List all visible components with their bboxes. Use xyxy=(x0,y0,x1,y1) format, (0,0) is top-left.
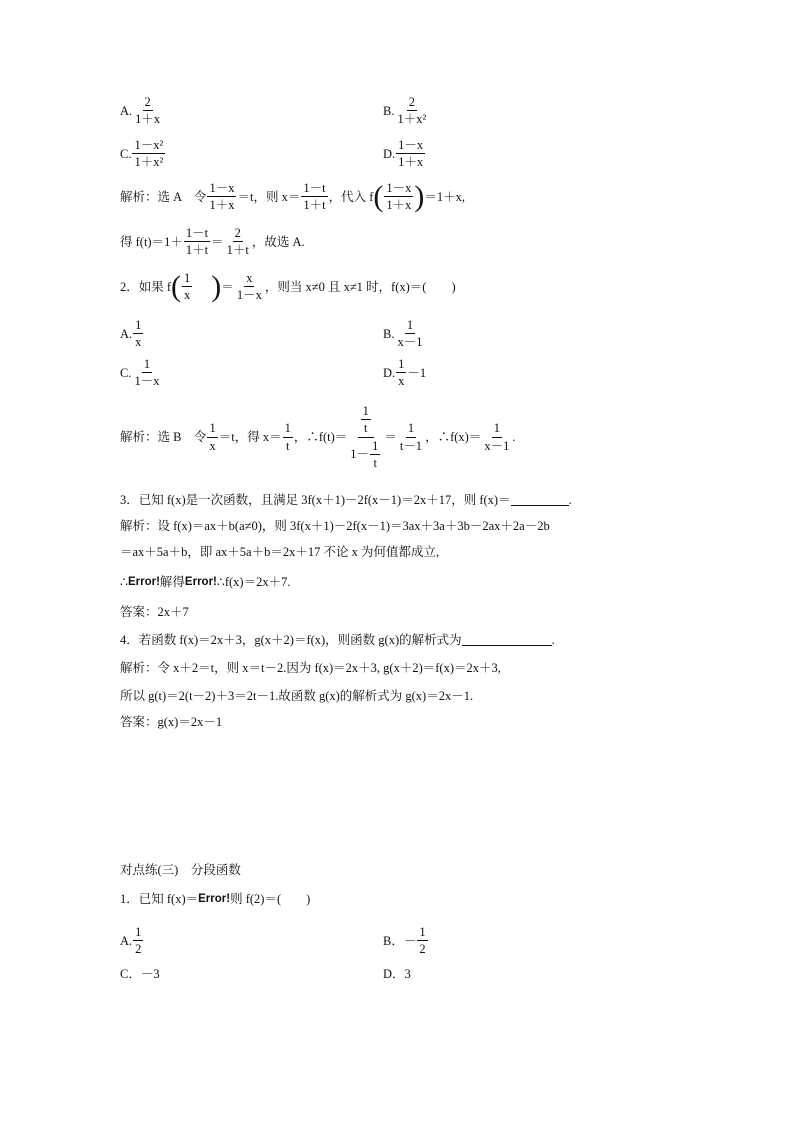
s3-q1-option-c: C．－3 xyxy=(120,967,160,981)
fraction: $\frac{1-t}{1+t}$ xyxy=(303,181,326,213)
fraction: $\frac{1-x}{1+x}$ xyxy=(209,181,235,213)
right-paren: ) xyxy=(414,179,425,213)
answer-blank xyxy=(511,494,569,506)
s3-q1-option-b: B．－ $\frac{1}{2}$ xyxy=(383,925,426,957)
fraction: $\frac{1}{x-1}$ xyxy=(484,421,510,453)
fraction: $\frac{1}{2}$ xyxy=(419,925,426,957)
fraction: $\frac{1}{t-1}$ xyxy=(399,421,423,453)
s3-q1-option-d: D．3 xyxy=(383,967,411,981)
fraction: $\frac{1}{t}$ xyxy=(362,404,369,436)
q1-option-d: D. $\frac{1-x}{1+x}$ xyxy=(383,138,424,170)
q1-option-b: B. $\frac{2}{\text{1＋x²}}$ xyxy=(383,95,427,127)
q2-option-b: B. $\frac{1}{x-1}$ xyxy=(383,318,423,350)
fraction: $\frac{1}{x}$ xyxy=(135,318,142,350)
q4-question: 4．若函数 f(x)＝2x＋3，g(x＋2)＝f(x)，则函数 g(x)的解析式为 . xyxy=(120,633,555,647)
q2-solution: 解析：选 B 令 $\frac{1}{x}$ ＝t，得 x＝ $\frac{1}{t}$ ，∴f(t)＝ $\frac{1}{t}$ 1－ $\frac{1}{t}$ ＝ $\frac{1}{t-1}$ ，∴f(x)＝ $\frac{1}{x-1}$ . xyxy=(120,404,516,471)
q2-option-a: A. $\frac{1}{x}$ xyxy=(120,318,142,350)
fraction: $\frac{x}{1-x}$ xyxy=(236,271,262,303)
q1-option-a: A. $\frac{2}{1+x}$ xyxy=(120,95,161,127)
fraction: $\frac{1-x}{1+x}$ xyxy=(386,181,412,213)
section-title: 对点练(三) 分段函数 xyxy=(120,863,241,877)
q3-solution-line1: 解析：设 f(x)＝ax＋b(a≠0)，则 3f(x＋1)－2f(x－1)＝3ax＋3a＋3b－2ax＋2a－2b xyxy=(120,519,550,533)
q4-solution-line2: 所以 g(t)＝2(t－2)＋3＝2t－1.故函数 g(x)的解析式为 g(x)＝2x－1. xyxy=(120,689,474,703)
q2-option-d: D. $\frac{1}{x}$ －1 xyxy=(383,357,427,389)
left-paren: ( xyxy=(373,179,384,213)
q2-option-c: C. $\frac{1}{1-x}$ xyxy=(120,357,160,389)
left-paren: ( xyxy=(171,269,182,303)
q3-answer: 答案：2x＋7 xyxy=(120,605,189,619)
s3-q1-option-a: A. $\frac{1}{2}$ xyxy=(120,925,142,957)
q2-question: 2．如果 f ( $\frac{1}{x}$ ) ＝ $\frac{x}{1-x}$ ，则当 x≠0 且 x≠1 时，f(x)＝( ) xyxy=(120,269,456,303)
answer-blank xyxy=(462,634,552,646)
fraction: $\frac{1}{x}$ xyxy=(184,271,191,303)
fraction: $\frac{1}{x-1}$ xyxy=(397,318,423,350)
fraction: $\frac{2}{1+x}$ xyxy=(135,95,161,127)
q1-option-c: C. $\frac{\text{1－x²}}{\text{1＋x²}}$ xyxy=(120,138,164,170)
fraction: $\frac{1}{2}$ xyxy=(135,925,142,957)
fraction: $\frac{1}{1-x}$ xyxy=(134,357,160,389)
fraction: $\frac{1}{t}$ xyxy=(284,421,291,453)
q3-solution-line3: ∴ Error! 解得 Error! ∴f(x)＝2x＋7. xyxy=(120,575,291,589)
q1-solution-line2: 得 f(t)＝1＋ $\frac{1-t}{1+t}$ ＝ $\frac{2}{1+t}$ ，故选 A. xyxy=(120,226,305,258)
s3-q1-question: 1．已知 f(x)＝ Error! 则 f(2)＝( ) xyxy=(120,892,311,906)
fraction: $\frac{1}{x}$ xyxy=(398,357,405,389)
q4-solution-line1: 解析：令 x＋2＝t，则 x＝t－2.因为 f(x)＝2x＋3, g(x＋2)＝f(x)＝2x＋3, xyxy=(120,661,501,675)
q1-solution-line1: 解析：选 A 令 $\frac{1-x}{1+x}$ ＝t，则 x＝ $\frac{1-t}{1+t}$ ，代入 f ( $\frac{1-x}{1+x}$ ) ＝1＋x, xyxy=(120,179,466,213)
fraction: $\frac{\text{1－x²}}{\text{1＋x²}}$ xyxy=(134,138,164,170)
fraction: $\frac{2}{\text{1＋x²}}$ xyxy=(397,95,427,127)
q3-question: 3．已知 f(x)是一次函数，且满足 3f(x＋1)－2f(x－1)＝2x＋17，则 f(x)＝ . xyxy=(120,493,572,507)
fraction: $\frac{2}{1+t}$ xyxy=(226,226,249,258)
q4-answer: 答案：g(x)＝2x－1 xyxy=(120,715,223,729)
fraction: $\frac{1}{t}$ xyxy=(372,438,379,471)
right-paren: ) xyxy=(211,269,222,303)
fraction: $\frac{1}{x}$ xyxy=(209,421,216,453)
fraction: $\frac{1-x}{1+x}$ xyxy=(398,138,424,170)
q3-solution-line2: ＝ax＋5a＋b，即 ax＋5a＋b＝2x＋17 不论 x 为何值都成立, xyxy=(120,545,440,559)
fraction: $\frac{1-t}{1+t}$ xyxy=(185,226,209,258)
complex-fraction: $\frac{1}{t}$ 1－ $\frac{1}{t}$ xyxy=(350,404,379,471)
